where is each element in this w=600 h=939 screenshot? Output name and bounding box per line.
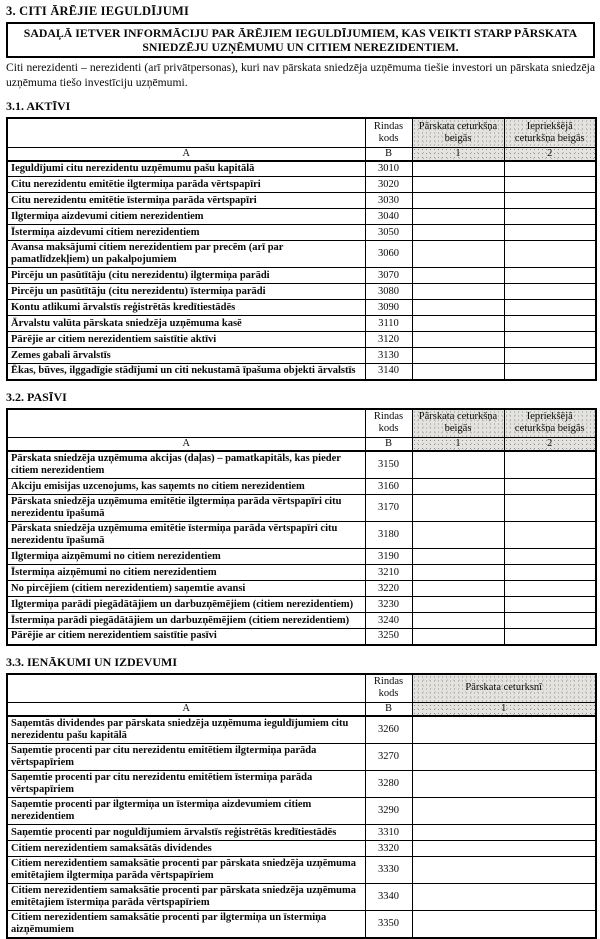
notice-box: SADAĻĀ IETVER INFORMĀCIJU PAR ĀRĒJIEM IEGULDĪJUMIEM, KAS VEIKTI STARP PĀRSKATA SNIEDZĒJU UZŅĒMUMU UN CITIEM NEREZIDENTIEM.	[6, 22, 595, 58]
value-cell	[412, 565, 504, 581]
value-cell	[504, 348, 596, 364]
row-label: Citiem nerezidentiem samaksātie procenti par pārskata sniedzēja uzņēmuma emitētajiem ilgtermiņa parāda vērtspapīriem	[7, 857, 365, 884]
row-label: Pircēju un pasūtītāju (citu nerezidentu) īstermiņa parādi	[7, 284, 365, 300]
value-cell	[504, 193, 596, 209]
row-label: Citiem nerezidentiem samaksātie procenti par pārskata sniedzēja uzņēmuma emitētajiem īstermiņa parāda vērtspapīriem	[7, 884, 365, 911]
row-code: 3040	[365, 209, 412, 225]
intro-paragraph: Citi nerezidenti – nerezidenti (arī privātpersonas), kuri nav pārskata sniedzēja uzņēmuma tiešie investori un pārskata sniedzēja uzņēmuma tiešo investīciju uzņēmumi.	[6, 61, 595, 90]
row-code: 3250	[365, 629, 412, 645]
value-cell	[412, 549, 504, 565]
value-cell	[504, 209, 596, 225]
value-cell	[412, 495, 504, 522]
table-row	[7, 193, 596, 209]
value-cell	[412, 629, 504, 645]
row-label: Citu nerezidentu emitētie īstermiņa parāda vērtspapīri	[7, 193, 365, 209]
table-row	[7, 284, 596, 300]
row-code: 3150	[365, 451, 412, 479]
row-code: 3050	[365, 225, 412, 241]
value-cell	[412, 744, 596, 771]
value-cell	[504, 332, 596, 348]
table-row	[7, 857, 596, 884]
label-column-header	[7, 409, 365, 438]
row-code: 3340	[365, 884, 412, 911]
row-code: 3120	[365, 332, 412, 348]
row-code: 3010	[365, 161, 412, 177]
label-column-letter: A	[7, 147, 365, 161]
value-cell	[504, 549, 596, 565]
table-row	[7, 177, 596, 193]
value-cell	[412, 613, 504, 629]
row-label: Ēkas, būves, ilggadīgie stādījumi un citi nekustamā īpašuma objekti ārvalstīs	[7, 364, 365, 380]
value-cell	[412, 581, 504, 597]
page-title: 3. CITI ĀRĒJIE IEGULDĪJUMI	[6, 4, 595, 19]
row-code: 3190	[365, 549, 412, 565]
value-cell	[504, 629, 596, 645]
table-row	[7, 522, 596, 549]
table-row	[7, 581, 596, 597]
value-cell	[412, 911, 596, 939]
table-row	[7, 613, 596, 629]
table-row	[7, 225, 596, 241]
table-row	[7, 495, 596, 522]
value-cell	[504, 522, 596, 549]
row-code: 3130	[365, 348, 412, 364]
value-cell	[412, 300, 504, 316]
value-cell	[504, 565, 596, 581]
table-row	[7, 597, 596, 613]
value-cell	[412, 241, 504, 268]
value-column-header: Pārskata ceturkšņa beigās	[412, 409, 504, 438]
label-column-letter: A	[7, 438, 365, 452]
code-column-header: Rindas kods	[365, 118, 412, 147]
value-column-header: Iepriekšējā ceturkšņa beigās	[504, 409, 596, 438]
value-cell	[412, 841, 596, 857]
row-label: Akciju emisijas uzcenojums, kas saņemts no citiem nerezidentiem	[7, 479, 365, 495]
code-column-letter: B	[365, 147, 412, 161]
value-cell	[412, 522, 504, 549]
row-label: Saņemtie procenti par citu nerezidentu emitētiem īstermiņa parāda vērtspapīriem	[7, 771, 365, 798]
row-label: Zemes gabali ārvalstīs	[7, 348, 365, 364]
value-cell	[504, 364, 596, 380]
code-column-letter: B	[365, 703, 412, 717]
row-code: 3280	[365, 771, 412, 798]
code-column-header: Rindas kods	[365, 674, 412, 703]
section-heading: 3.1. AKTĪVI	[6, 99, 595, 114]
value-cell	[412, 161, 504, 177]
row-label: Ilgtermiņa aizdevumi citiem nerezidentiem	[7, 209, 365, 225]
value-cell	[504, 451, 596, 479]
row-label: Īstermiņa parādi piegādātājiem un darbuzņēmējiem (citiem nerezidentiem)	[7, 613, 365, 629]
table-row	[7, 716, 596, 744]
row-label: Īstermiņa aizdevumi citiem nerezidentiem	[7, 225, 365, 241]
table-header-row	[7, 118, 596, 147]
value-cell	[412, 348, 504, 364]
row-label: Pārskata sniedzēja uzņēmuma akcijas (daļas) – pamatkapitāls, kas pieder citiem nerezidentiem	[7, 451, 365, 479]
section-heading: 3.3. IENĀKUMI UN IZDEVUMI	[6, 655, 595, 670]
row-code: 3060	[365, 241, 412, 268]
value-cell	[504, 284, 596, 300]
row-code: 3290	[365, 798, 412, 825]
row-label: Citu nerezidentu emitētie ilgtermiņa parāda vērtspapīri	[7, 177, 365, 193]
table-row	[7, 316, 596, 332]
row-code: 3310	[365, 825, 412, 841]
value-cell	[504, 161, 596, 177]
table-row	[7, 841, 596, 857]
row-label: Saņemtie procenti par noguldījumiem ārvalstīs reģistrētās kredītiestādēs	[7, 825, 365, 841]
table-row	[7, 549, 596, 565]
row-code: 3210	[365, 565, 412, 581]
row-label: Ilgtermiņa parādi piegādātājiem un darbuzņēmējiem (citiem nerezidentiem)	[7, 597, 365, 613]
form-table	[6, 673, 597, 939]
table-row	[7, 798, 596, 825]
table-row	[7, 565, 596, 581]
row-label: Citiem nerezidentiem samaksātās dividendes	[7, 841, 365, 857]
value-cell	[504, 268, 596, 284]
value-column-number: 1	[412, 147, 504, 161]
row-label: Pārējie ar citiem nerezidentiem saistītie pasīvi	[7, 629, 365, 645]
row-label: Ārvalstu valūta pārskata sniedzēja uzņēmuma kasē	[7, 316, 365, 332]
value-cell	[504, 225, 596, 241]
row-label: Saņemtie procenti par ilgtermiņa un īstermiņa aizdevumiem citiem nerezidentiem	[7, 798, 365, 825]
value-cell	[504, 241, 596, 268]
value-cell	[504, 613, 596, 629]
row-label: Pārskata sniedzēja uzņēmuma emitētie ilgtermiņa parāda vērtspapīri citu nerezidentu īpašumā	[7, 495, 365, 522]
form-table	[6, 117, 597, 381]
value-cell	[504, 495, 596, 522]
value-cell	[412, 268, 504, 284]
column-letter-row	[7, 438, 596, 452]
row-code: 3330	[365, 857, 412, 884]
value-cell	[412, 364, 504, 380]
value-column-header: Pārskata ceturkšņa beigās	[412, 118, 504, 147]
table-row	[7, 364, 596, 380]
form-table	[6, 408, 597, 646]
table-row	[7, 241, 596, 268]
table-header-row	[7, 674, 596, 703]
row-label: Ilgtermiņa aizņēmumi no citiem nerezidentiem	[7, 549, 365, 565]
value-column-number: 2	[504, 147, 596, 161]
value-cell	[412, 479, 504, 495]
table-row	[7, 332, 596, 348]
row-code: 3320	[365, 841, 412, 857]
row-label: Pārējie ar citiem nerezidentiem saistītie aktīvi	[7, 332, 365, 348]
row-code: 3090	[365, 300, 412, 316]
row-label: Avansa maksājumi citiem nerezidentiem par precēm (arī par pamatlīdzekļiem) un pakalpojumiem	[7, 241, 365, 268]
table-row	[7, 161, 596, 177]
label-column-header	[7, 674, 365, 703]
table-row	[7, 629, 596, 645]
table-row	[7, 744, 596, 771]
row-code: 3270	[365, 744, 412, 771]
row-code: 3030	[365, 193, 412, 209]
value-cell	[504, 300, 596, 316]
value-cell	[412, 332, 504, 348]
row-label: Kontu atlikumi ārvalstīs reģistrētās kredītiestādēs	[7, 300, 365, 316]
table-header-row	[7, 409, 596, 438]
section-heading: 3.2. PASĪVI	[6, 390, 595, 405]
table-row	[7, 911, 596, 939]
value-cell	[412, 771, 596, 798]
value-cell	[412, 597, 504, 613]
row-code: 3350	[365, 911, 412, 939]
row-code: 3220	[365, 581, 412, 597]
label-column-header	[7, 118, 365, 147]
table-row	[7, 884, 596, 911]
code-column-letter: B	[365, 438, 412, 452]
value-cell	[412, 451, 504, 479]
row-code: 3180	[365, 522, 412, 549]
row-code: 3160	[365, 479, 412, 495]
form-sections	[6, 99, 595, 939]
row-code: 3240	[365, 613, 412, 629]
value-column-header: Iepriekšējā ceturkšņa beigās	[504, 118, 596, 147]
table-row	[7, 300, 596, 316]
value-cell	[412, 177, 504, 193]
value-cell	[412, 284, 504, 300]
value-cell	[412, 316, 504, 332]
row-label: Pircēju un pasūtītāju (citu nerezidentu) ilgtermiņa parādi	[7, 268, 365, 284]
value-cell	[504, 479, 596, 495]
column-letter-row	[7, 703, 596, 717]
value-cell	[412, 225, 504, 241]
row-code: 3260	[365, 716, 412, 744]
table-row	[7, 479, 596, 495]
value-cell	[412, 825, 596, 841]
value-cell	[412, 857, 596, 884]
table-row	[7, 268, 596, 284]
table-row	[7, 348, 596, 364]
value-cell	[504, 316, 596, 332]
row-code: 3170	[365, 495, 412, 522]
row-code: 3110	[365, 316, 412, 332]
value-cell	[412, 193, 504, 209]
value-cell	[412, 884, 596, 911]
column-letter-row	[7, 147, 596, 161]
value-cell	[504, 581, 596, 597]
row-label: Ieguldījumi citu nerezidentu uzņēmumu pašu kapitālā	[7, 161, 365, 177]
row-label: Pārskata sniedzēja uzņēmuma emitētie īstermiņa parāda vērtspapīri citu nerezidentu īpašumā	[7, 522, 365, 549]
row-code: 3070	[365, 268, 412, 284]
table-row	[7, 771, 596, 798]
row-code: 3020	[365, 177, 412, 193]
value-cell	[504, 597, 596, 613]
value-column-number: 1	[412, 703, 596, 717]
row-label: Citiem nerezidentiem samaksātie procenti par ilgtermiņa un īstermiņa aizņēmumiem	[7, 911, 365, 939]
value-column-number: 1	[412, 438, 504, 452]
table-row	[7, 451, 596, 479]
row-label: Īstermiņa aizņēmumi no citiem nerezidentiem	[7, 565, 365, 581]
code-column-header: Rindas kods	[365, 409, 412, 438]
value-cell	[412, 716, 596, 744]
value-cell	[412, 209, 504, 225]
label-column-letter: A	[7, 703, 365, 717]
value-cell	[412, 798, 596, 825]
row-code: 3230	[365, 597, 412, 613]
table-row	[7, 825, 596, 841]
value-cell	[504, 177, 596, 193]
row-code: 3140	[365, 364, 412, 380]
value-column-header: Pārskata ceturksnī	[412, 674, 596, 703]
value-column-number: 2	[504, 438, 596, 452]
row-label: Saņemtās dividendes par pārskata sniedzēja uzņēmuma ieguldījumiem citu nerezidentu pašu kapitālā	[7, 716, 365, 744]
row-label: No pircējiem (citiem nerezidentiem) saņemtie avansi	[7, 581, 365, 597]
table-row	[7, 209, 596, 225]
row-label: Saņemtie procenti par citu nerezidentu emitētiem ilgtermiņa parāda vērtspapīriem	[7, 744, 365, 771]
row-code: 3080	[365, 284, 412, 300]
